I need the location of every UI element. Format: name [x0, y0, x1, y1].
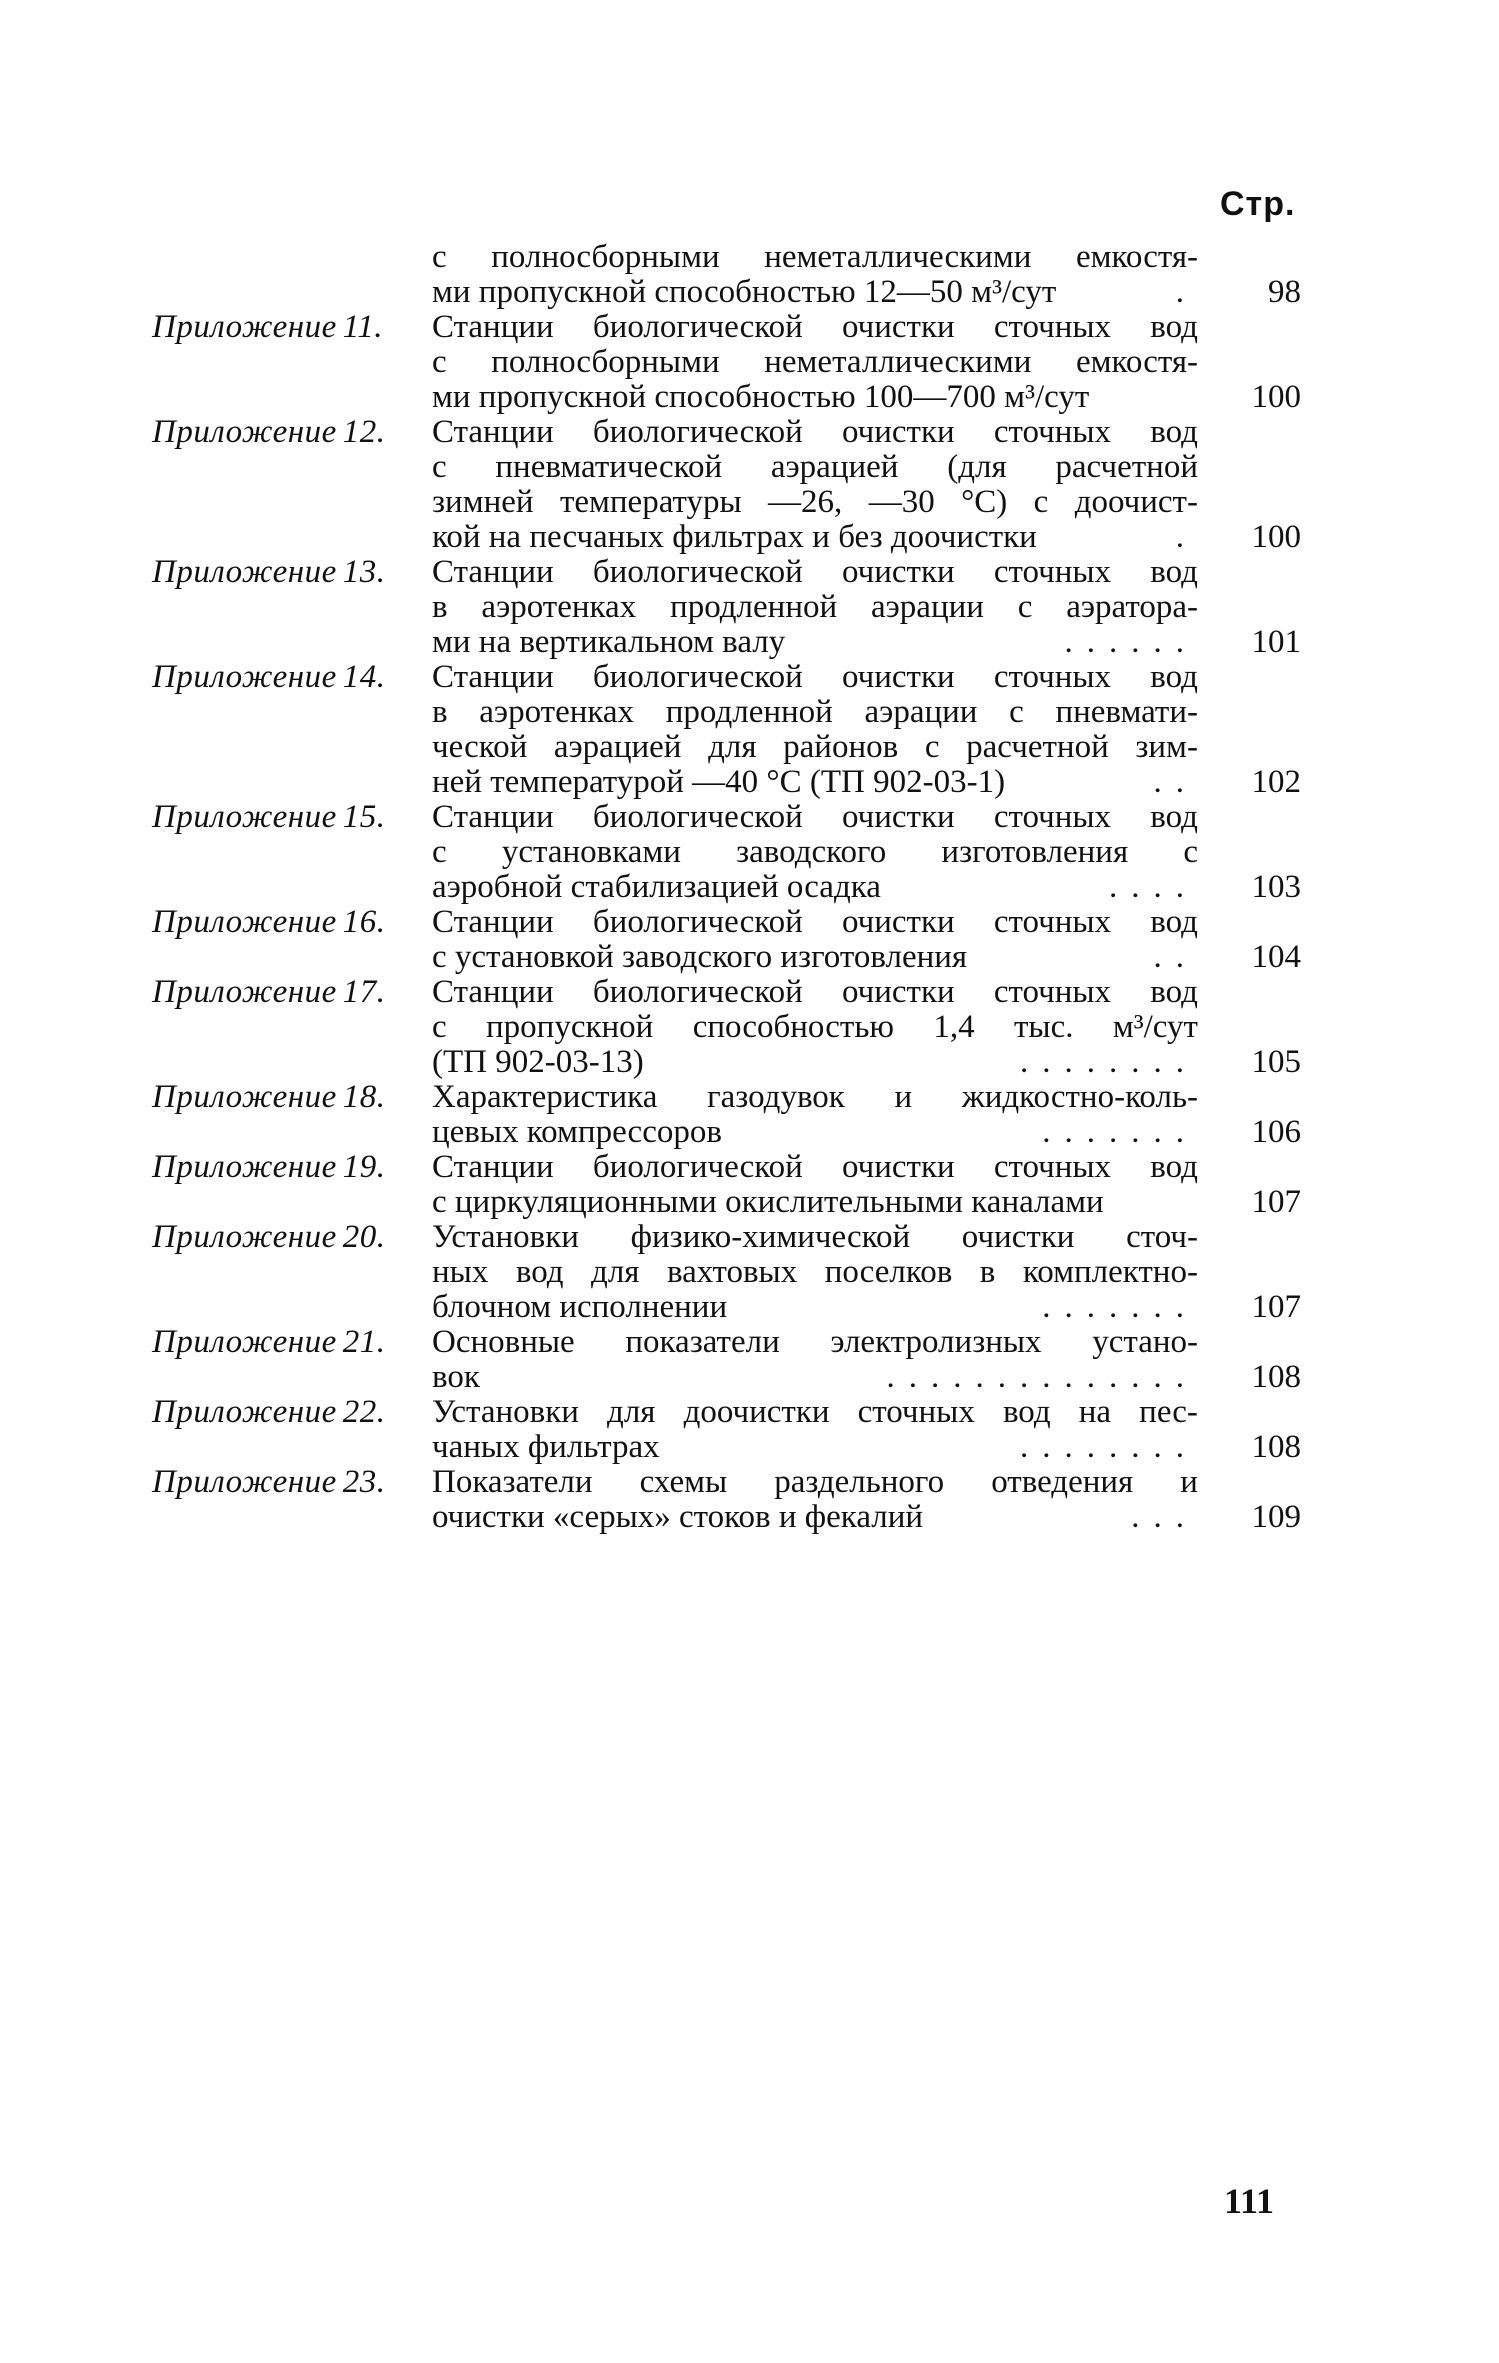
- toc-entry: [0, 310, 1499, 415]
- entry-title-line: [432, 1185, 1198, 1220]
- toc-entry: [0, 555, 1499, 660]
- page-column-header: Стр.: [1220, 185, 1296, 223]
- entry-title: [432, 975, 1198, 1080]
- toc-entry: [0, 1220, 1499, 1325]
- word: и: [1180, 1465, 1198, 1500]
- entry-title-line: [432, 1465, 1198, 1500]
- entry-title-text: ми пропускной способностью 100—700 м³/сут: [432, 380, 1090, 415]
- word: вод: [1150, 975, 1198, 1010]
- entry-title-line: [432, 1115, 1198, 1150]
- word: вод: [1150, 905, 1198, 940]
- word: (для: [947, 450, 1007, 485]
- word: 1,4: [933, 1010, 975, 1045]
- word: показатели: [625, 1325, 780, 1360]
- entry-title-text: вок: [432, 1360, 480, 1395]
- word: вод: [1150, 415, 1198, 450]
- page-number: 100: [1251, 519, 1301, 555]
- appendix-label: [152, 905, 442, 940]
- entry-title-text: ми на вертикальном валу: [432, 625, 786, 660]
- word: биологической: [592, 660, 803, 695]
- word: вод: [1150, 800, 1198, 835]
- page-number: 108: [1251, 1429, 1301, 1465]
- entry-title: [432, 1465, 1198, 1535]
- entry-title: [432, 310, 1198, 415]
- entry-title-text: блочном исполнении: [432, 1290, 728, 1325]
- entry-title-line: [432, 275, 1198, 310]
- appendix-word: Приложение: [152, 1149, 337, 1185]
- word: на: [1078, 1395, 1112, 1430]
- entry-title-line: [432, 695, 1198, 730]
- page-number: 109: [1251, 1499, 1301, 1535]
- word: и: [894, 1080, 913, 1115]
- appendix-word: Приложение: [152, 799, 337, 835]
- word: аэрации: [864, 695, 978, 730]
- leader-dots: ........: [1020, 1430, 1198, 1465]
- page-number: 102: [1251, 764, 1301, 800]
- word: Станции: [432, 555, 554, 590]
- appendix-number: 18.: [342, 1079, 386, 1115]
- entry-title-line: [432, 1500, 1198, 1535]
- entry-title: [432, 905, 1198, 975]
- word: биологической: [592, 905, 803, 940]
- entry-title-line: [432, 1325, 1198, 1360]
- entry-title-text: чаных фильтрах: [432, 1430, 660, 1465]
- word: сточных: [993, 310, 1112, 345]
- word: изготовления: [941, 835, 1129, 870]
- word: ных: [432, 1255, 489, 1290]
- entry-title-text: с установкой заводского изготовления: [432, 940, 968, 975]
- word: Станции: [432, 975, 554, 1010]
- page-number: 103: [1251, 869, 1301, 905]
- word: Установки: [432, 1220, 579, 1255]
- appendix-label: [152, 660, 442, 695]
- word: очистки: [961, 1220, 1075, 1255]
- entry-title-text: кой на песчаных фильтрах и без доочистки: [432, 520, 1037, 555]
- word: с: [432, 450, 447, 485]
- word: биологической: [592, 555, 803, 590]
- entry-title: [432, 660, 1198, 800]
- entry-title: [432, 800, 1198, 905]
- word: раздельного: [774, 1465, 945, 1500]
- leader-dots: .: [1175, 520, 1198, 555]
- leader-dots: ........: [1020, 1045, 1198, 1080]
- appendix-number: 22.: [342, 1394, 386, 1430]
- leader-dots: ......: [1064, 625, 1198, 660]
- word: электролизных: [830, 1325, 1042, 1360]
- word: —26,: [768, 485, 843, 520]
- entry-title: [432, 1325, 1198, 1395]
- entry-title-line: [432, 590, 1198, 625]
- entry-title-line: [432, 1290, 1198, 1325]
- appendix-label: [152, 310, 442, 345]
- word: расчетной: [966, 730, 1109, 765]
- entry-title-line: [432, 625, 1198, 660]
- leader-dots: ..: [1153, 940, 1198, 975]
- toc-entry: [0, 975, 1499, 1080]
- word: сточных: [993, 905, 1112, 940]
- entry-title-line: [432, 1010, 1198, 1045]
- entry-title-text: (ТП 902-03-13): [432, 1045, 644, 1080]
- appendix-label: [152, 415, 442, 450]
- word: биологической: [592, 975, 803, 1010]
- word: очистки: [841, 310, 955, 345]
- word: схемы: [639, 1465, 728, 1500]
- entry-title-line: [432, 765, 1198, 800]
- leader-dots: ..: [1153, 765, 1198, 800]
- leader-dots: ...: [1131, 1500, 1198, 1535]
- word: Установки: [432, 1395, 579, 1430]
- appendix-label: [152, 1325, 442, 1360]
- entry-title-line: [432, 975, 1198, 1010]
- page-number: 108: [1251, 1359, 1301, 1395]
- appendix-word: Приложение: [152, 1079, 337, 1115]
- word: с: [432, 835, 447, 870]
- appendix-label: [152, 1395, 442, 1430]
- word: сточных: [857, 1395, 975, 1430]
- word: с: [1033, 485, 1049, 520]
- word: в: [432, 590, 448, 625]
- word: вод: [1150, 555, 1198, 590]
- toc-entry: [0, 1150, 1499, 1220]
- entry-title-line: [432, 835, 1198, 870]
- word: пневматической: [495, 450, 723, 485]
- appendix-label: [152, 975, 442, 1010]
- word: Основные: [432, 1325, 575, 1360]
- leader-dots: .: [1175, 275, 1198, 310]
- entry-title-line: [432, 730, 1198, 765]
- entry-title-line: [432, 240, 1198, 275]
- appendix-number: 13.: [342, 554, 386, 590]
- word: продленной: [665, 695, 833, 730]
- word: сточных: [993, 415, 1112, 450]
- word: районов: [783, 730, 899, 765]
- word: м³/сут: [1112, 1010, 1198, 1045]
- entry-title-line: [432, 1220, 1198, 1255]
- word: пневмати-: [1055, 695, 1198, 730]
- appendix-number: 23.: [342, 1464, 386, 1500]
- page-number: 107: [1251, 1289, 1301, 1325]
- word: емкостя-: [1075, 240, 1198, 275]
- page-folio: 111: [1224, 2181, 1275, 2221]
- page-number: 98: [1268, 274, 1301, 310]
- appendix-word: Приложение: [152, 1394, 337, 1430]
- word: с: [432, 1010, 447, 1045]
- word: устано-: [1092, 1325, 1198, 1360]
- page-number: 106: [1251, 1114, 1301, 1150]
- entry-title-line: [432, 1150, 1198, 1185]
- entry-title: [432, 1150, 1198, 1220]
- entry-title-line: [432, 660, 1198, 695]
- appendix-number: 21.: [342, 1324, 386, 1360]
- word: Станции: [432, 660, 554, 695]
- word: сточных: [993, 660, 1112, 695]
- appendix-number: 17.: [342, 974, 386, 1010]
- entry-title: [432, 1080, 1198, 1150]
- word: продленной: [670, 590, 838, 625]
- word: вод: [1150, 1150, 1198, 1185]
- word: очистки: [841, 975, 955, 1010]
- word: ческой: [432, 730, 528, 765]
- entry-title-line: [432, 450, 1198, 485]
- word: очистки: [841, 555, 955, 590]
- entry-title-line: [432, 415, 1198, 450]
- appendix-number: 19.: [342, 1149, 386, 1185]
- word: аэрации: [870, 590, 984, 625]
- leader-dots: .......: [1042, 1115, 1198, 1150]
- entry-title: [432, 555, 1198, 660]
- entry-title-line: [432, 1360, 1198, 1395]
- toc-entry: [0, 1395, 1499, 1465]
- word: биологической: [592, 800, 803, 835]
- appendix-label: [152, 1465, 442, 1500]
- appendix-number: 20.: [342, 1219, 386, 1255]
- entry-title-line: [432, 345, 1198, 380]
- entry-title-text: с циркуляционными окислительными каналами: [432, 1185, 1104, 1220]
- word: с: [432, 345, 447, 380]
- word: вод: [515, 1255, 564, 1290]
- word: неметаллическими: [764, 240, 1032, 275]
- word: сточных: [993, 800, 1112, 835]
- toc-entry: [0, 240, 1499, 310]
- word: для: [607, 1395, 656, 1430]
- word: сточных: [993, 975, 1112, 1010]
- toc-entry: [0, 1080, 1499, 1150]
- entry-title-line: [432, 1430, 1198, 1465]
- entry-title: [432, 1220, 1198, 1325]
- entry-title: [432, 240, 1198, 310]
- entry-title-line: [432, 905, 1198, 940]
- appendix-number: 15.: [342, 799, 386, 835]
- word: полносборными: [491, 345, 720, 380]
- word: сточ-: [1126, 1220, 1198, 1255]
- table-of-contents: [0, 240, 1499, 1535]
- entry-title-line: [432, 555, 1198, 590]
- word: Станции: [432, 310, 554, 345]
- word: с: [1183, 835, 1198, 870]
- entry-title: [432, 1395, 1198, 1465]
- appendix-label: [152, 1150, 442, 1185]
- entry-title-line: [432, 1045, 1198, 1080]
- toc-entry: [0, 1465, 1499, 1535]
- entry-title: [432, 415, 1198, 555]
- word: доочистки: [683, 1395, 830, 1430]
- word: аэротенках: [479, 695, 635, 730]
- entry-title-line: [432, 1255, 1198, 1290]
- word: очистки: [841, 415, 955, 450]
- entry-title-line: [432, 870, 1198, 905]
- word: для: [591, 1255, 640, 1290]
- appendix-number: 16.: [342, 904, 386, 940]
- word: пес-: [1139, 1395, 1198, 1430]
- entry-title-line: [432, 380, 1198, 415]
- entry-title-text: ми пропускной способностью 12—50 м³/сут: [432, 275, 1057, 310]
- word: вод: [1150, 310, 1198, 345]
- appendix-word: Приложение: [152, 904, 337, 940]
- word: аэрацией: [553, 730, 682, 765]
- word: пропускной: [486, 1010, 654, 1045]
- word: с: [924, 730, 940, 765]
- word: тыс.: [1014, 1010, 1074, 1045]
- appendix-label: [152, 555, 442, 590]
- word: очистки: [841, 905, 955, 940]
- appendix-word: Приложение: [152, 1324, 337, 1360]
- word: Станции: [432, 1150, 554, 1185]
- word: —30: [868, 485, 935, 520]
- leader-dots: .......: [1042, 1290, 1198, 1325]
- word: для: [708, 730, 757, 765]
- appendix-word: Приложение: [152, 1219, 337, 1255]
- appendix-word: Приложение: [152, 1464, 337, 1500]
- page-number: 101: [1251, 624, 1301, 660]
- appendix-label: [152, 1080, 442, 1115]
- word: доочист-: [1074, 485, 1198, 520]
- word: отведения: [991, 1465, 1134, 1500]
- word: неметаллическими: [764, 345, 1032, 380]
- word: Характеристика: [432, 1080, 658, 1115]
- word: аэрацией: [770, 450, 899, 485]
- word: вод: [1002, 1395, 1051, 1430]
- appendix-word: Приложение: [152, 974, 337, 1010]
- page-number: 104: [1251, 939, 1301, 975]
- toc-entry: [0, 660, 1499, 800]
- word: с: [432, 240, 447, 275]
- word: с: [1009, 695, 1024, 730]
- word: вод: [1150, 660, 1198, 695]
- word: установками: [501, 835, 681, 870]
- word: аэратора-: [1066, 590, 1198, 625]
- word: поселков: [824, 1255, 953, 1290]
- entry-title-line: [432, 940, 1198, 975]
- toc-entry: [0, 1325, 1499, 1395]
- entry-title-line: [432, 485, 1198, 520]
- appendix-label: [152, 1220, 442, 1255]
- appendix-number: 12.: [342, 414, 386, 450]
- word: газодувок: [707, 1080, 845, 1115]
- word: комплектно-: [1022, 1255, 1198, 1290]
- word: в: [979, 1255, 996, 1290]
- entry-title-line: [432, 800, 1198, 835]
- page-number: 105: [1251, 1044, 1301, 1080]
- entry-title-line: [432, 310, 1198, 345]
- appendix-label: [152, 800, 442, 835]
- word: в: [432, 695, 448, 730]
- word: Станции: [432, 415, 554, 450]
- word: с: [1017, 590, 1033, 625]
- word: емкостя-: [1075, 345, 1198, 380]
- word: вахтовых: [666, 1255, 798, 1290]
- entry-title-text: аэробной стабилизацией осадка: [432, 870, 881, 905]
- toc-entry: [0, 800, 1499, 905]
- word: сточных: [993, 1150, 1112, 1185]
- appendix-number: 14.: [342, 659, 386, 695]
- word: биологической: [592, 1150, 803, 1185]
- leader-dots: ....: [1109, 870, 1198, 905]
- entry-title-text: очистки «серых» стоков и фекалий: [432, 1500, 924, 1535]
- appendix-word: Приложение: [152, 554, 337, 590]
- word: температуры: [559, 485, 742, 520]
- word: биологической: [592, 415, 803, 450]
- word: заводского: [736, 835, 887, 870]
- toc-entry: [0, 905, 1499, 975]
- appendix-word: Приложение: [152, 659, 337, 695]
- page-number: 100: [1251, 379, 1301, 415]
- word: сточных: [993, 555, 1112, 590]
- appendix-word: Приложение: [152, 414, 337, 450]
- entry-title-text: цевых компрессоров: [432, 1115, 722, 1150]
- word: зим-: [1135, 730, 1198, 765]
- word: аэротенках: [481, 590, 637, 625]
- word: Показатели: [432, 1465, 593, 1500]
- word: расчетной: [1055, 450, 1198, 485]
- word: зимней: [432, 485, 534, 520]
- entry-title-line: [432, 1080, 1198, 1115]
- appendix-word: Приложение: [152, 309, 337, 345]
- toc-entry: [0, 415, 1499, 555]
- word: жидкостно-коль-: [961, 1080, 1198, 1115]
- word: Станции: [432, 905, 554, 940]
- entry-title-line: [432, 520, 1198, 555]
- leader-dots: ..............: [886, 1360, 1198, 1395]
- word: физико-химической: [630, 1220, 911, 1255]
- word: очистки: [841, 1150, 955, 1185]
- word: способностью: [692, 1010, 895, 1045]
- word: биологической: [592, 310, 803, 345]
- word: полносборными: [491, 240, 720, 275]
- entry-title-text: ней температурой —40 °С (ТП 902-03-1): [432, 765, 1006, 800]
- word: очистки: [841, 800, 955, 835]
- word: очистки: [841, 660, 955, 695]
- entry-title-line: [432, 1395, 1198, 1430]
- page-number: 107: [1251, 1184, 1301, 1220]
- appendix-number: 11.: [342, 309, 384, 345]
- word: °С): [961, 485, 1008, 520]
- word: Станции: [432, 800, 554, 835]
